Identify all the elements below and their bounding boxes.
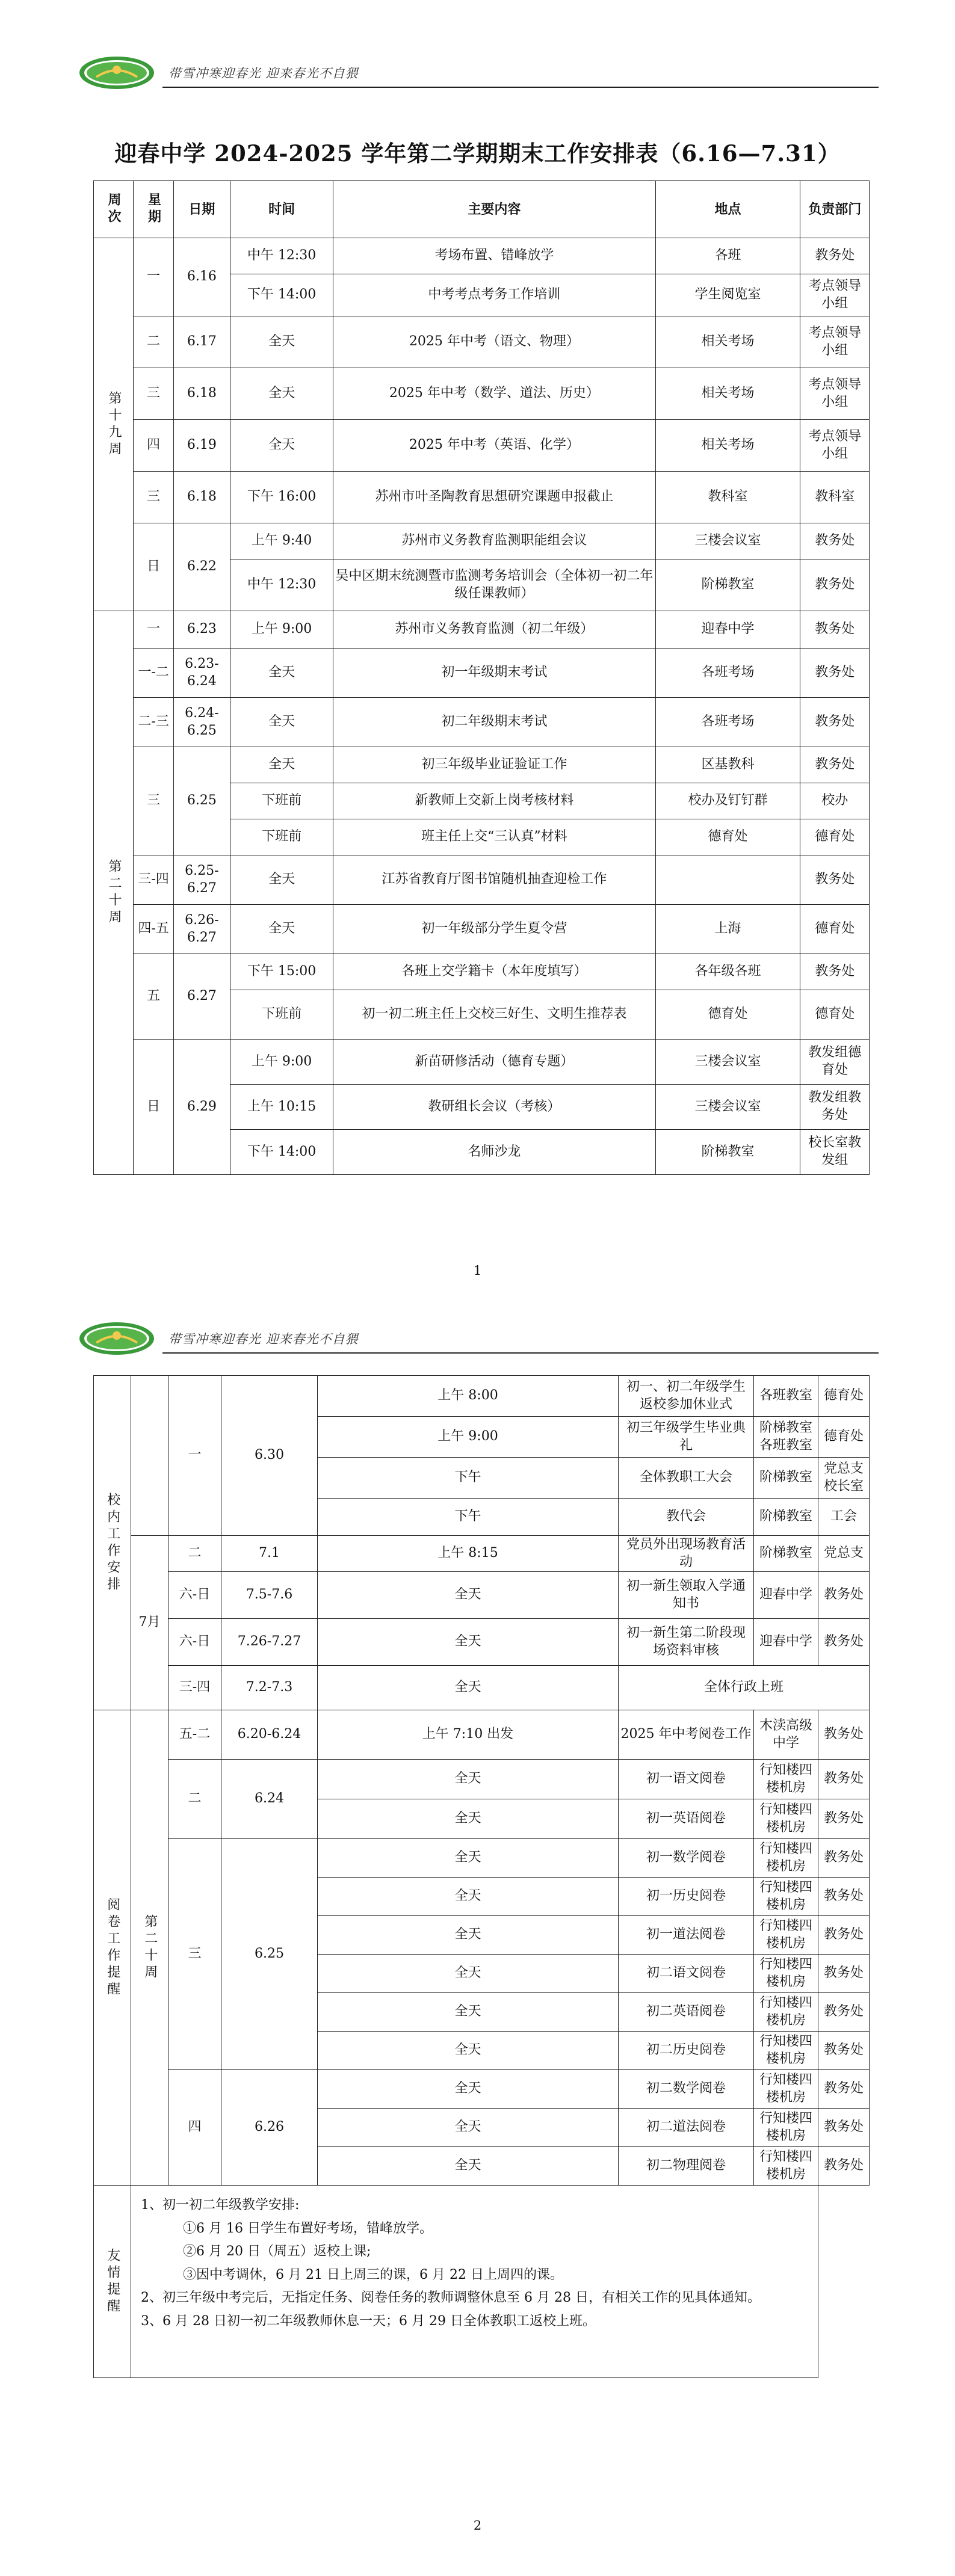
dept-cell: 教务处 (800, 954, 870, 990)
day-cell: 一 (134, 611, 173, 649)
header-slogan: 带雪冲寒迎春光 迎来春光不自猥 (168, 1332, 359, 1346)
day-cell: 三 (134, 747, 173, 855)
time-cell: 上午 8:15 (318, 1536, 619, 1572)
day-cell: 四 (168, 2070, 221, 2186)
content-cell: 新教师上交新上岗考核材料 (333, 783, 655, 819)
day-cell: 日 (134, 1040, 173, 1175)
time-cell: 上午 9:00 (318, 1417, 619, 1458)
dept-cell: 教务处 (800, 238, 870, 274)
schedule-table-page1 (93, 180, 870, 1175)
table-row (94, 1839, 870, 1878)
date-cell: 6.20-6.24 (221, 1710, 318, 1760)
date-cell: 6.18 (173, 368, 230, 420)
place-cell: 各班教室 (754, 1376, 818, 1417)
content-cell: 初一初二班主任上交校三好生、文明生推荐表 (333, 990, 655, 1040)
dept-cell: 教务处 (818, 1955, 870, 1993)
time-cell: 上午 8:00 (318, 1376, 619, 1417)
place-cell: 各年级各班 (655, 954, 800, 990)
time-cell: 中午 12:30 (230, 238, 333, 274)
time-cell: 全天 (318, 1666, 619, 1710)
place-cell: 相关考场 (655, 316, 800, 368)
table-row (94, 1619, 870, 1666)
date-cell: 6.23 (173, 611, 230, 649)
place-cell: 行知楼四楼机房 (754, 2032, 818, 2070)
time-cell: 全天 (318, 1878, 619, 1916)
time-cell: 全天 (318, 1839, 619, 1878)
content-cell: 2025 年中考阅卷工作 (619, 1710, 754, 1760)
content-cell: 苏州市义务教育监测职能组会议 (333, 523, 655, 559)
content-cell: 初一、初二年级学生返校参加休业式 (619, 1376, 754, 1417)
content-cell: 初二历史阅卷 (619, 2032, 754, 2070)
date-cell: 6.30 (221, 1376, 318, 1536)
day-cell: 日 (134, 523, 173, 611)
table-row (94, 523, 870, 559)
time-cell: 全天 (318, 1619, 619, 1666)
time-cell: 全天 (318, 1799, 619, 1839)
time-cell: 全天 (230, 855, 333, 905)
place-cell: 行知楼四楼机房 (754, 2070, 818, 2109)
content-cell: 2025 年中考（数学、道法、历史） (333, 368, 655, 420)
time-cell: 全天 (230, 698, 333, 747)
content-cell: 初一英语阅卷 (619, 1799, 754, 1839)
time-cell: 全天 (230, 747, 333, 783)
table-row (94, 1536, 870, 1572)
place-cell: 教科室 (655, 472, 800, 523)
place-cell: 行知楼四楼机房 (754, 1799, 818, 1839)
place-cell: 校办及钉钉群 (655, 783, 800, 819)
time-cell: 上午 7:10 出发 (318, 1710, 619, 1760)
dept-cell: 教务处 (800, 611, 870, 649)
school-logo-icon (78, 55, 155, 90)
content-cell: 初二语文阅卷 (619, 1955, 754, 1993)
dept-cell: 教务处 (800, 855, 870, 905)
time-cell: 全天 (230, 420, 333, 472)
time-cell: 全天 (318, 1572, 619, 1619)
header-rule (162, 1352, 879, 1354)
date-cell: 6.25 (173, 747, 230, 855)
content-cell: 新苗研修活动（德育专题） (333, 1040, 655, 1085)
content-cell: 初二道法阅卷 (619, 2109, 754, 2147)
place-cell: 三楼会议室 (655, 1040, 800, 1085)
place-cell: 上海 (655, 905, 800, 954)
date-cell: 6.17 (173, 316, 230, 368)
date-cell: 6.22 (173, 523, 230, 611)
dept-cell: 党总支 (818, 1536, 870, 1572)
content-cell: 初一数学阅卷 (619, 1839, 754, 1878)
table-row (94, 747, 870, 783)
place-cell: 各班 (655, 238, 800, 274)
note-line: 1、初一初二年级教学安排: (141, 2198, 300, 2213)
content-cell: 苏州市义务教育监测（初二年级） (333, 611, 655, 649)
date-cell: 6.25-6.27 (173, 855, 230, 905)
page-header (72, 1315, 879, 1362)
time-cell: 上午 9:00 (230, 611, 333, 649)
dept-cell: 教科室 (800, 472, 870, 523)
date-cell: 6.25 (221, 1839, 318, 2070)
time-cell: 上午 9:40 (230, 523, 333, 559)
table-row (94, 1666, 870, 1710)
time-cell: 下班前 (230, 783, 333, 819)
content-cell: 初一历史阅卷 (619, 1878, 754, 1916)
page-title: 迎春中学 2024-2025 学年第二学期期末工作安排表（6.16—7.31） (114, 140, 841, 167)
col-header: 时间 (230, 181, 333, 238)
time-cell: 全天 (230, 905, 333, 954)
place-cell: 迎春中学 (754, 1572, 818, 1619)
dept-cell: 教务处 (800, 698, 870, 747)
content-cell: 初一新生领取入学通知书 (619, 1572, 754, 1619)
content-cell: 中考考点考务工作培训 (333, 274, 655, 316)
day-cell: 一-二 (134, 649, 173, 698)
date-cell: 6.18 (173, 472, 230, 523)
dept-cell: 德育处 (800, 905, 870, 954)
dept-cell: 教务处 (818, 1799, 870, 1839)
place-cell: 学生阅览室 (655, 274, 800, 316)
time-cell: 全天 (318, 2147, 619, 2186)
content-cell: 全体行政上班 (619, 1666, 870, 1710)
content-cell: 初二年级期末考试 (333, 698, 655, 747)
dept-cell: 教务处 (818, 1619, 870, 1666)
date-cell: 6.23-6.24 (173, 649, 230, 698)
dept-cell: 考点领导小组 (800, 316, 870, 368)
place-cell: 阶梯教室 (754, 1536, 818, 1572)
day-cell: 三 (134, 472, 173, 523)
date-cell: 7.5-7.6 (221, 1572, 318, 1619)
day-cell: 六-日 (168, 1572, 221, 1619)
day-cell: 三 (168, 1839, 221, 2070)
time-cell: 下班前 (230, 819, 333, 855)
dept-cell: 教务处 (800, 747, 870, 783)
table-row (94, 238, 870, 274)
content-cell: 初一新生第二阶段现场资料审核 (619, 1619, 754, 1666)
day-cell: 二 (134, 316, 173, 368)
week-cell: 第二十周 (131, 1710, 168, 2186)
table-row (94, 905, 870, 954)
time-cell: 全天 (230, 368, 333, 420)
notes-cell (131, 2186, 818, 2378)
time-cell: 上午 9:00 (230, 1040, 333, 1085)
time-cell: 下班前 (230, 990, 333, 1040)
dept-cell: 教务处 (818, 1572, 870, 1619)
time-cell: 全天 (230, 316, 333, 368)
table-row (94, 649, 870, 698)
date-cell: 7.2-7.3 (221, 1666, 318, 1710)
dept-cell: 德育处 (818, 1376, 870, 1417)
table-row (94, 611, 870, 649)
dept-cell: 教务处 (818, 1710, 870, 1760)
table-row (94, 1572, 870, 1619)
place-cell: 相关考场 (655, 420, 800, 472)
time-cell: 全天 (318, 2070, 619, 2109)
day-cell: 五 (134, 954, 173, 1040)
dept-cell: 教务处 (818, 2032, 870, 2070)
time-cell: 全天 (318, 1993, 619, 2032)
content-cell: 名师沙龙 (333, 1130, 655, 1175)
date-cell: 6.19 (173, 420, 230, 472)
table-row (94, 855, 870, 905)
date-cell: 6.29 (173, 1040, 230, 1175)
note-line: ①6 月 16 日学生布置好考场，错峰放学。 (183, 2220, 433, 2236)
time-cell: 下午 16:00 (230, 472, 333, 523)
dept-cell: 教务处 (818, 1993, 870, 2032)
day-cell: 三-四 (134, 855, 173, 905)
col-header: 主要内容 (333, 181, 655, 238)
note-line: ③因中考调休，6 月 21 日上周三的课，6 月 22 日上周四的课。 (183, 2267, 563, 2282)
day-cell: 二 (168, 1536, 221, 1572)
content-cell: 初二物理阅卷 (619, 2147, 754, 2186)
content-cell: 2025 年中考（英语、化学） (333, 420, 655, 472)
place-cell: 阶梯教室 (754, 1499, 818, 1536)
section-label-cell: 校内工作安排 (94, 1376, 131, 1710)
date-cell: 6.27 (173, 954, 230, 1040)
dept-cell: 教务处 (818, 1839, 870, 1878)
dept-cell: 考点领导小组 (800, 274, 870, 316)
page-number: 1 (473, 1263, 482, 1278)
header-slogan: 带雪冲寒迎春光 迎来春光不自猥 (168, 66, 359, 81)
content-cell: 苏州市叶圣陶教育思想研究课题申报截止 (333, 472, 655, 523)
page-number: 2 (473, 2518, 482, 2533)
dept-cell: 教务处 (818, 2070, 870, 2109)
place-cell: 行知楼四楼机房 (754, 1878, 818, 1916)
note-line: 2、初三年级中考完后，无指定任务、阅卷任务的教师调整休息至 6 月 28 日，有相关工作的见具体通知。 (141, 2290, 761, 2305)
content-cell: 教代会 (619, 1499, 754, 1536)
note-line: 3、6 月 28 日初一初二年级教师休息一天；6 月 29 日全体教职工返校上班。 (141, 2313, 596, 2329)
date-cell: 7.1 (221, 1536, 318, 1572)
day-cell: 一 (168, 1376, 221, 1536)
day-cell: 二-三 (134, 698, 173, 747)
table-row (94, 698, 870, 747)
place-cell: 行知楼四楼机房 (754, 1955, 818, 1993)
table-row (94, 1040, 870, 1085)
table-header-row (94, 181, 870, 238)
table-row (94, 954, 870, 990)
col-header: 星期 (134, 181, 173, 238)
place-cell: 阶梯教室各班教室 (754, 1417, 818, 1458)
day-cell: 五-二 (168, 1710, 221, 1760)
dept-cell: 教务处 (818, 1760, 870, 1799)
day-cell: 四 (134, 420, 173, 472)
dept-cell: 德育处 (800, 819, 870, 855)
dept-cell: 教发组教务处 (800, 1085, 870, 1130)
dept-cell: 教务处 (818, 2109, 870, 2147)
page-header (72, 49, 879, 96)
dept-cell: 工会 (818, 1499, 870, 1536)
dept-cell: 教务处 (818, 1916, 870, 1955)
week-cell: 第十九周 (94, 238, 134, 611)
place-cell: 迎春中学 (655, 611, 800, 649)
table-row (94, 472, 870, 523)
col-header: 地点 (655, 181, 800, 238)
place-cell: 行知楼四楼机房 (754, 1839, 818, 1878)
week-cell: 第二十周 (94, 611, 134, 1175)
content-cell: 班主任上交“三认真”材料 (333, 819, 655, 855)
date-cell: 6.16 (173, 238, 230, 316)
place-cell: 迎春中学 (754, 1619, 818, 1666)
time-cell: 全天 (318, 1760, 619, 1799)
notes-label-cell: 友情提醒 (94, 2186, 131, 2378)
place-cell: 阶梯教室 (655, 1130, 800, 1175)
content-cell: 初三年级毕业证验证工作 (333, 747, 655, 783)
col-header: 周次 (94, 181, 134, 238)
date-cell: 6.24-6.25 (173, 698, 230, 747)
dept-cell: 教发组德育处 (800, 1040, 870, 1085)
dept-cell: 考点领导小组 (800, 368, 870, 420)
time-cell: 全天 (318, 2109, 619, 2147)
time-cell: 上午 10:15 (230, 1085, 333, 1130)
place-cell: 各班考场 (655, 698, 800, 747)
time-cell: 全天 (230, 649, 333, 698)
table-row (94, 1760, 870, 1799)
dept-cell: 考点领导小组 (800, 420, 870, 472)
dept-cell: 教务处 (818, 1878, 870, 1916)
time-cell: 全天 (318, 1916, 619, 1955)
dept-cell: 教务处 (800, 649, 870, 698)
table-row (94, 1710, 870, 1760)
dept-cell: 校办 (800, 783, 870, 819)
time-cell: 下午 14:00 (230, 274, 333, 316)
table-row (94, 1376, 870, 1417)
month-cell: 7月 (131, 1536, 168, 1710)
week-cell (131, 1376, 168, 1536)
content-cell: 党员外出现场教育活动 (619, 1536, 754, 1572)
page-2 (0, 1288, 955, 2576)
table-row (94, 368, 870, 420)
place-cell: 阶梯教室 (754, 1458, 818, 1499)
date-cell: 7.26-7.27 (221, 1619, 318, 1666)
dept-cell: 德育处 (818, 1417, 870, 1458)
dept-cell: 校长室教发组 (800, 1130, 870, 1175)
date-cell: 6.26 (221, 2070, 318, 2186)
day-cell: 二 (168, 1760, 221, 1839)
col-header: 日期 (173, 181, 230, 238)
dept-cell: 教务处 (800, 523, 870, 559)
place-cell: 相关考场 (655, 368, 800, 420)
place-cell: 行知楼四楼机房 (754, 1993, 818, 2032)
place-cell: 三楼会议室 (655, 1085, 800, 1130)
content-cell: 初一年级部分学生夏令营 (333, 905, 655, 954)
place-cell (655, 855, 800, 905)
place-cell: 行知楼四楼机房 (754, 1916, 818, 1955)
content-cell: 2025 年中考（语文、物理） (333, 316, 655, 368)
place-cell: 三楼会议室 (655, 523, 800, 559)
dept-cell: 党总支校长室 (818, 1458, 870, 1499)
place-cell: 行知楼四楼机房 (754, 2109, 818, 2147)
content-cell: 全体教职工大会 (619, 1458, 754, 1499)
place-cell: 木渎高级中学 (754, 1710, 818, 1760)
content-cell: 初一年级期末考试 (333, 649, 655, 698)
section-label-cell: 阅卷工作提醒 (94, 1710, 131, 2186)
place-cell: 德育处 (655, 990, 800, 1040)
place-cell: 区基教科 (655, 747, 800, 783)
date-cell: 6.24 (221, 1760, 318, 1839)
day-cell: 三 (134, 368, 173, 420)
table-row (94, 316, 870, 368)
time-cell: 下午 14:00 (230, 1130, 333, 1175)
table-row (94, 2186, 870, 2378)
day-cell: 一 (134, 238, 173, 316)
content-cell: 考场布置、错峰放学 (333, 238, 655, 274)
time-cell: 中午 12:30 (230, 559, 333, 611)
time-cell: 下午 (318, 1499, 619, 1536)
content-cell: 教研组长会议（考核） (333, 1085, 655, 1130)
content-cell: 各班上交学籍卡（本年度填写） (333, 954, 655, 990)
date-cell: 6.26-6.27 (173, 905, 230, 954)
time-cell: 全天 (318, 1955, 619, 1993)
content-cell: 江苏省教育厅图书馆随机抽查迎检工作 (333, 855, 655, 905)
content-cell: 初一道法阅卷 (619, 1916, 754, 1955)
content-cell: 初三年级学生毕业典礼 (619, 1417, 754, 1458)
time-cell: 下午 15:00 (230, 954, 333, 990)
time-cell: 下午 (318, 1458, 619, 1499)
day-cell: 六-日 (168, 1619, 221, 1666)
dept-cell: 教务处 (818, 2147, 870, 2186)
note-line: ②6 月 20 日（周五）返校上课; (183, 2244, 371, 2259)
header-rule (162, 87, 879, 88)
place-cell: 行知楼四楼机房 (754, 2147, 818, 2186)
time-cell: 全天 (318, 2032, 619, 2070)
school-logo-icon (78, 1321, 155, 1356)
content-cell: 初二英语阅卷 (619, 1993, 754, 2032)
place-cell: 阶梯教室 (655, 559, 800, 611)
schedule-table-page2 (93, 1375, 870, 2378)
day-cell: 三-四 (168, 1666, 221, 1710)
content-cell: 初二数学阅卷 (619, 2070, 754, 2109)
day-cell: 四-五 (134, 905, 173, 954)
place-cell: 行知楼四楼机房 (754, 1760, 818, 1799)
col-header: 负责部门 (800, 181, 870, 238)
content-cell: 吴中区期末统测暨市监测考务培训会（全体初一初二年级任课教师） (333, 559, 655, 611)
dept-cell: 教务处 (800, 559, 870, 611)
table-row (94, 420, 870, 472)
content-cell: 初一语文阅卷 (619, 1760, 754, 1799)
dept-cell: 德育处 (800, 990, 870, 1040)
table-row (94, 2070, 870, 2109)
place-cell: 各班考场 (655, 649, 800, 698)
place-cell: 德育处 (655, 819, 800, 855)
